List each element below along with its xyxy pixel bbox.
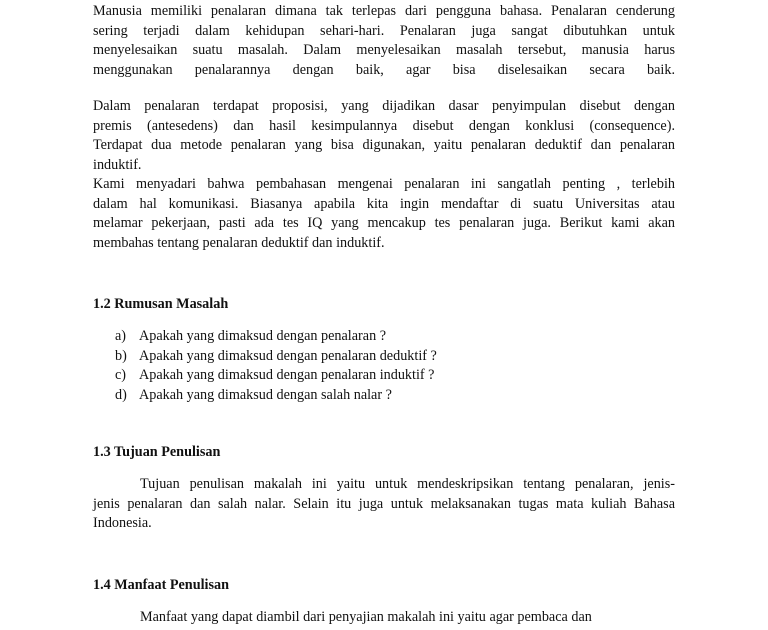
paragraph-line: Terdapat dua metode penalaran yang bisa digunakan, yaitu penalaran deduktif dan penalaran bbox=[93, 137, 675, 153]
paragraph-line: Manusia memiliki penalaran dimana tak terlepas dari pengguna bahasa. Penalaran cenderung bbox=[93, 3, 675, 19]
list-item bbox=[115, 327, 675, 347]
paragraph-line: menggunakan penalarannya dengan baik, agar bisa diselesaikan secara baik. bbox=[93, 61, 675, 78]
list-marker: c) bbox=[115, 367, 127, 383]
list-item bbox=[115, 366, 675, 386]
list-marker: d) bbox=[115, 386, 127, 403]
list-marker: a) bbox=[115, 328, 127, 344]
paragraph-line: Kami menyadari bahwa pembahasan mengenai penalaran ini sangatlah penting , terlebih bbox=[93, 176, 675, 192]
intro-paragraph-3 bbox=[93, 175, 675, 253]
list-item-text: Apakah yang dimaksud dengan salah nalar ? bbox=[139, 386, 392, 403]
list-item bbox=[115, 386, 675, 406]
paragraph-line: sering terjadi dalam kehidupan sehari-hari. Penalaran juga sangat dibutuhkan untuk bbox=[93, 22, 675, 39]
paragraph-line: menyelesaikan suatu masalah. Dalam menyelesaikan masalah tersebut, manusia harus bbox=[93, 42, 675, 58]
paragraph-line: Indonesia. bbox=[93, 515, 152, 531]
paragraph-line: induktif. bbox=[93, 156, 142, 173]
list-item bbox=[115, 347, 675, 367]
rumusan-masalah-list bbox=[115, 327, 675, 405]
list-item-text: Apakah yang dimaksud dengan penalaran deduktif ? bbox=[139, 347, 437, 364]
intro-paragraph-2 bbox=[93, 97, 675, 175]
paragraph-line: jenis penalaran dan salah nalar. Selain itu juga untuk melaksanakan tugas mata kuliah Bahasa bbox=[93, 495, 675, 512]
paragraph-line: Manfaat yang dapat diambil dari penyajian makalah ini yaitu agar pembaca dan bbox=[140, 609, 592, 625]
paragraph-line: melamar pekerjaan, pasti ada tes IQ yang mencakup tes penalaran juga. Berikut kami akan bbox=[93, 215, 675, 231]
section-heading-manfaat-penulisan: 1.4 Manfaat Penulisan bbox=[93, 577, 229, 593]
list-item-text: Apakah yang dimaksud dengan penalaran ? bbox=[139, 328, 387, 344]
list-item-text: Apakah yang dimaksud dengan penalaran induktif ? bbox=[139, 367, 435, 383]
paragraph-line: membahas tentang penalaran deduktif dan induktif. bbox=[93, 234, 385, 251]
paragraph-line: Tujuan penulisan makalah ini yaitu untuk mendeskripsikan tentang penalaran, jenis- bbox=[140, 476, 675, 492]
paragraph-line: dalam hal komunikasi. Biasanya apabila kita ingin mendaftar di suatu Universitas atau bbox=[93, 195, 675, 212]
manfaat-penulisan-paragraph bbox=[93, 608, 675, 628]
section-heading-rumusan-masalah: 1.2 Rumusan Masalah bbox=[93, 296, 229, 312]
intro-paragraph-1 bbox=[93, 2, 675, 80]
paragraph-line: Dalam penalaran terdapat proposisi, yang dijadikan dasar penyimpulan disebut dengan bbox=[93, 98, 675, 114]
list-marker: b) bbox=[115, 347, 127, 364]
paragraph-line: premis (antesedens) dan hasil kesimpulannya disebut dengan konklusi (consequence). bbox=[93, 117, 675, 134]
section-heading-tujuan-penulisan: 1.3 Tujuan Penulisan bbox=[93, 444, 221, 460]
tujuan-penulisan-paragraph bbox=[93, 475, 675, 534]
